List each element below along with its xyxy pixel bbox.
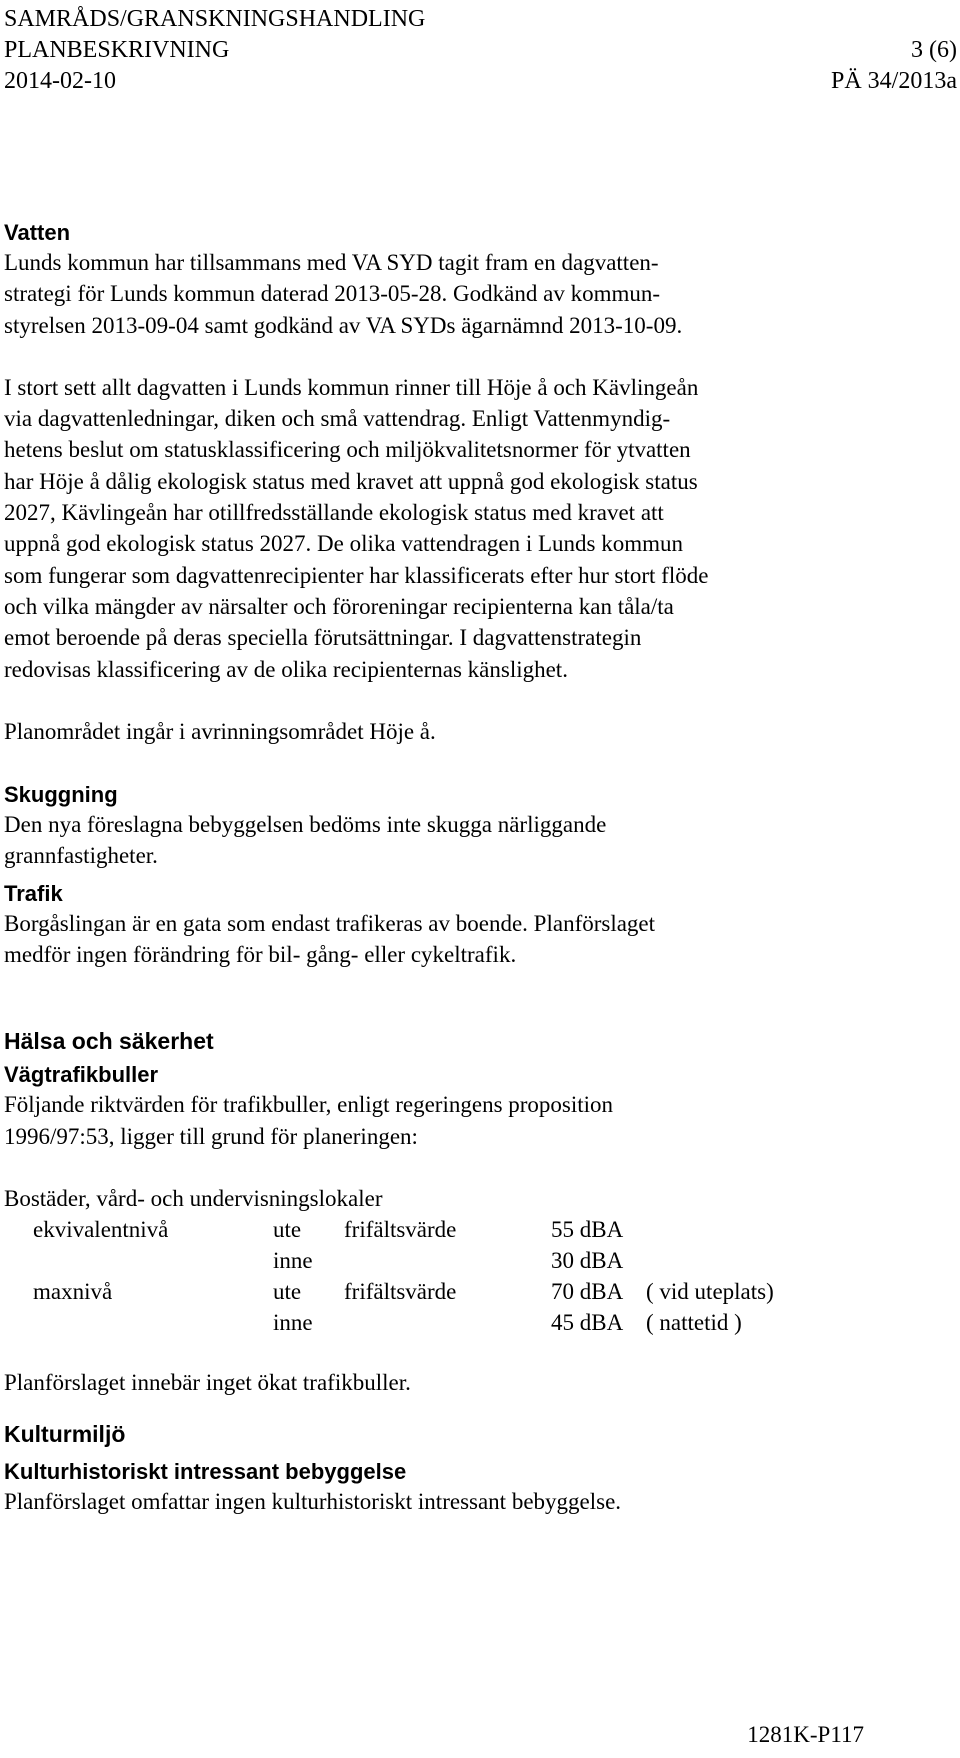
noise-kind-cell: frifältsvärde <box>344 1217 457 1243</box>
vatten-paragraph-2 <box>4 372 924 685</box>
document-reference: PÄ 34/2013a <box>831 68 957 94</box>
text-line: Lunds kommun har tillsammans med VA SYD tagit fram en dagvatten- <box>4 250 659 275</box>
text-line: uppnå god ekologisk status 2027. De olika vattendragen i Lunds kommun <box>4 531 684 557</box>
halsa-heading: Hälsa och säkerhet <box>4 1028 214 1055</box>
text-line: strategi för Lunds kommun daterad 2013-05-28. Godkänd av kommun- <box>4 281 661 307</box>
text-line: emot beroende på deras speciella förutsättningar. I dagvattenstrategin <box>4 625 642 651</box>
kulturhistoriskt-heading: Kulturhistoriskt intressant bebyggelse <box>4 1458 407 1484</box>
text-line: 1996/97:53, ligger till grund för planeringen: <box>4 1123 418 1149</box>
noise-note-cell: ( nattetid ) <box>646 1310 742 1336</box>
noise-kind-cell: frifältsvärde <box>344 1279 457 1305</box>
noise-guideline-table <box>4 1214 774 1338</box>
halsa-intro-paragraph <box>4 1089 924 1152</box>
table-row <box>4 1276 774 1307</box>
noise-note-cell: ( vid uteplats) <box>646 1279 774 1305</box>
vatten-paragraph-3: Planområdet ingår i avrinningsområdet Höje å. <box>4 718 436 744</box>
noise-table-title: Bostäder, vård- och undervisningslokaler <box>4 1185 383 1211</box>
text-line: grannfastigheter. <box>4 843 158 869</box>
noise-place-cell: inne <box>273 1310 313 1336</box>
document-type: PLANBESKRIVNING <box>4 37 230 63</box>
noise-level-cell: maxnivå <box>33 1279 113 1305</box>
text-line: redovisas klassificering av de olika recipienternas känslighet. <box>4 656 568 682</box>
text-line: 2027, Kävlingeån har otillfredsställande ekologisk status med kravet att <box>4 500 664 526</box>
page-header <box>4 4 957 97</box>
table-row <box>4 1307 774 1338</box>
text-line: I stort sett allt dagvatten i Lunds kommun rinner till Höje å och Kävlingeån <box>4 374 699 400</box>
text-line: via dagvattenledningar, diken och små vattendrag. Enligt Vattenmyndig- <box>4 406 671 432</box>
kultur-paragraph: Planförslaget omfattar ingen kulturhistoriskt intressant bebyggelse. <box>4 1488 622 1514</box>
table-row <box>4 1214 774 1245</box>
noise-level-cell: ekvivalentnivå <box>33 1217 169 1243</box>
noise-kind-cell <box>344 1245 551 1276</box>
skuggning-paragraph <box>4 809 924 872</box>
noise-value-cell: 55 dBA <box>551 1217 624 1243</box>
noise-place-cell: inne <box>273 1248 313 1274</box>
noise-level-cell <box>4 1307 273 1338</box>
text-line: och vilka mängder av närsalter och föroreningar recipienterna kan tåla/ta <box>4 593 674 619</box>
text-line: Den nya föreslagna bebyggelsen bedöms inte skugga närliggande <box>4 812 607 838</box>
document-code: 1281K-P117 <box>747 1722 864 1747</box>
noise-value-cell: 45 dBA <box>551 1310 624 1336</box>
noise-place-cell: ute <box>273 1217 302 1243</box>
text-line: Följande riktvärden för trafikbuller, enligt regeringens proposition <box>4 1092 614 1118</box>
text-line: har Höje å dålig ekologisk status med kravet att uppnå god ekologisk status <box>4 468 698 494</box>
noise-note-cell <box>646 1245 774 1276</box>
document-status: SAMRÅDS/GRANSKNINGSHANDLING <box>4 6 426 32</box>
text-line: som fungerar som dagvattenrecipienter har klassificerats efter hur stort flöde <box>4 562 709 588</box>
halsa-conclusion: Planförslaget innebär inget ökat trafikbuller. <box>4 1370 411 1396</box>
vatten-heading: Vatten <box>4 220 71 245</box>
vatten-paragraph-1 <box>4 247 924 341</box>
noise-value-cell: 70 dBA <box>551 1279 624 1305</box>
noise-level-cell <box>4 1245 273 1276</box>
table-row <box>4 1245 774 1276</box>
vagtrafikbuller-heading: Vägtrafikbuller <box>4 1062 159 1088</box>
trafik-paragraph <box>4 908 924 971</box>
page-number: 3 (6) <box>911 37 957 63</box>
noise-place-cell: ute <box>273 1279 302 1305</box>
noise-value-cell: 30 dBA <box>551 1248 624 1274</box>
text-line: hetens beslut om statusklassificering och miljökvalitetsnormer för ytvatten <box>4 437 691 463</box>
document-date: 2014-02-10 <box>4 68 116 94</box>
text-line: Borgåslingan är en gata som endast trafikeras av boende. Planförslaget <box>4 910 656 936</box>
trafik-heading: Trafik <box>4 880 63 906</box>
kulturmiljo-heading: Kulturmiljö <box>4 1420 126 1447</box>
noise-kind-cell <box>344 1307 551 1338</box>
noise-note-cell <box>646 1214 774 1245</box>
page-content <box>4 219 924 1517</box>
text-line: styrelsen 2013-09-04 samt godkänd av VA SYDs ägarnämnd 2013-10-09. <box>4 312 683 338</box>
skuggning-heading: Skuggning <box>4 782 118 808</box>
text-line: medför ingen förändring för bil- gång- eller cykeltrafik. <box>4 942 517 968</box>
